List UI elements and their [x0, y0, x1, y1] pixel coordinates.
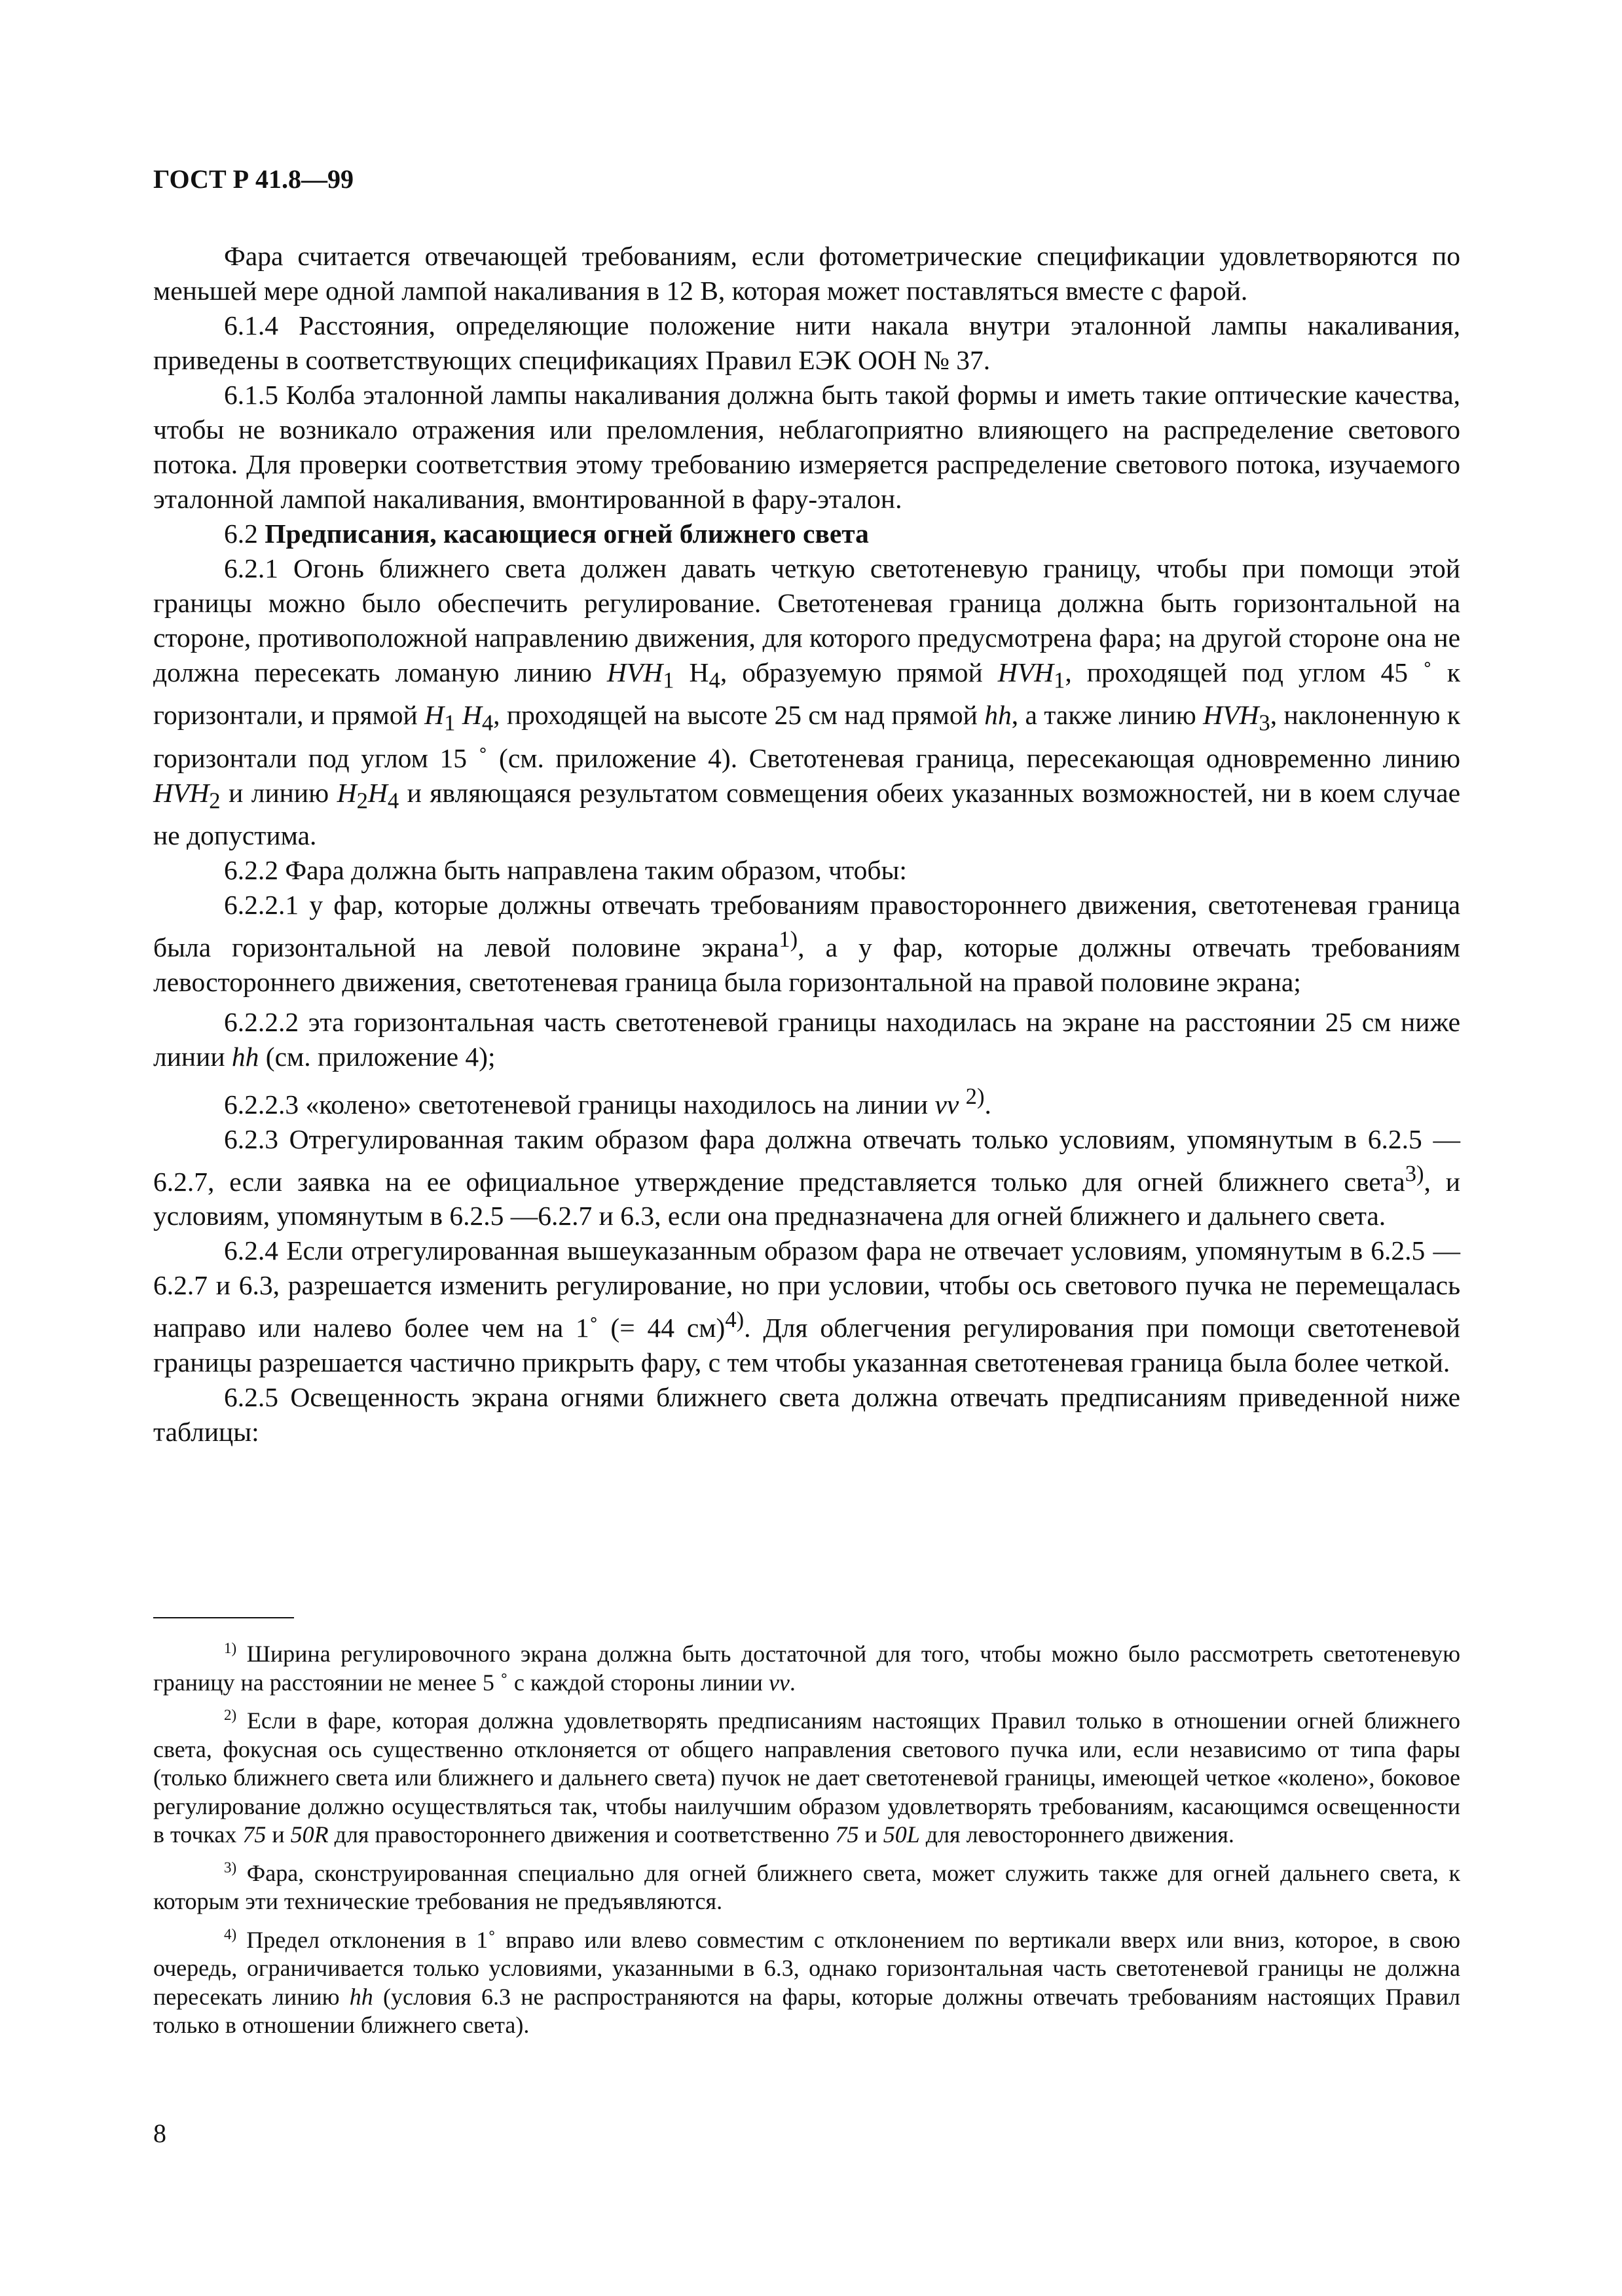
- paragraph-6-2-2-3: 6.2.2.3 «колено» светотеневой границы находилось на линии vv $^{2)}$.: [224, 1084, 991, 1120]
- footnote-4: $^{4)}$ Предел отклонения в 1˚ вправо или влево совместим с отклонением по вертикали вверх или вниз, которое, в свою очередь, ограничивается только условиями, указанными в 6.3, однако горизонтальная часть светотеневой границы не должна пересекать линию hh (условия 6.3 не распространяются на фары, которые должны отвечать требованиям настоящих Правил только в отношении ближнего света).: [153, 1925, 1461, 2038]
- page-number: 8: [153, 2119, 166, 2148]
- paragraph: Фара считается отвечающей требованиям, если фотометрические спецификации удовлетворяются по меньшей мере одной лампой накаливания в 12 В, которая может поставляться вместе с фарой.: [153, 241, 1460, 306]
- footnote-separator: [153, 1617, 294, 1618]
- footnotes: [153, 1634, 1460, 2044]
- document-header: ГОСТ Р 41.8—99: [153, 164, 354, 194]
- footnote-2: $^{2)}$ Если в фаре, которая должна удовлетворять предписаниям настоящих Правил только в отношении огней ближнего света, фокусная ось существенно отклоняется от общего направления светового пучка или, если независимо от типа фары (только ближнего света или ближнего и дальнего света) пучок не дает светотеневой границы, имеющей четкое «колено», боковое регулирование должно осуществляться так, чтобы наилучшим образом удовлетворять требованиям, касающимся освещенности в точках 75 и 50R для правостороннего движения и соответственно 75 и 50L для левостороннего движения.: [153, 1707, 1460, 1848]
- section-heading-6-2: 6.2 Предписания, касающиеся огней ближнего света: [224, 519, 869, 549]
- paragraph-6-2-2: 6.2.2 Фара должна быть направлена таким образом, чтобы:: [224, 854, 907, 885]
- paragraph-6-2-2-2: 6.2.2.2 эта горизонтальная часть светотеневой границы находилась на экране на расстоянии 25 см ниже линии hh (см. приложение 4);: [153, 1006, 1460, 1072]
- paragraph-6-2-1: 6.2.1 Огонь ближнего света должен давать четкую светотеневую границу, чтобы при помощи этой границы можно было обеспечить регулирование. Светотеневая граница должна быть горизонтальной на стороне, противоположной направлению движения, для которого предусмотрена фара; на другой стороне она не должна пересекать ломаную линию $HVH_1$ $H_4$, образуемую прямой $HVH_1$, проходящей под углом 45 ˚ к горизонтали, и прямой $H_1$ $H_4$, проходящей на высоте 25 см над прямой hh, а также линию $HVH_3$, наклоненную к горизонтали под углом 15 ˚ (см. приложение 4). Светотеневая граница, пересекающая одновременно линию $HVH_2$ и линию $H_2H_4$ и являющаяся результатом совмещения обеих указанных возможностей, ни в коем случае не допустима.: [153, 553, 1461, 850]
- paragraph-6-1-5: 6.1.5 Колба эталонной лампы накаливания должна быть такой формы и иметь такие оптические качества, чтобы не возникало отражения или преломления, неблагоприятно влияющего на распределение светового потока. Для проверки соответствия этому требованию измеряется распределение светового потока, изучаемого эталонной лампой накаливания, вмонтированной в фару-эталон.: [153, 380, 1460, 514]
- paragraph-6-1-4: 6.1.4 Расстояния, определяющие положение нити накала внутри эталонной лампы накаливания, приведены в соответствующих спецификациях Правил ЕЭК ООН № 37.: [153, 310, 1460, 375]
- paragraph-6-2-3: 6.2.3 Отрегулированная таким образом фара должна отвечать только условиям, упомянутым в 6.2.5 —6.2.7, если заявка на ее официальное утверждение представляется только для огней ближнего света$^{3)}$, и условиям, упомянутым в 6.2.5 —6.2.7 и 6.3, если она предназначена для огней ближнего и дальнего света.: [153, 1123, 1460, 1231]
- paragraph-6-2-4: 6.2.4 Если отрегулированная вышеуказанным образом фара не отвечает условиям, упомянутым в 6.2.5 — 6.2.7 и 6.3, разрешается изменить регулирование, но при условии, чтобы ось светового пучка не перемещалась направо или налево более чем на 1˚ (= 44 см)$^{4)}$. Для облегчения регулирования при помощи светотеневой границы разрешается частично прикрыть фару, с тем чтобы указанная светотеневая граница была более четкой.: [153, 1235, 1460, 1378]
- footnote-3: $^{3)}$ Фара, сконструированная специально для огней ближнего света, может служить также для огней дальнего света, к которым эти технические требования не предъявляются.: [153, 1859, 1460, 1914]
- footnote-1: $^{1)}$ Ширина регулировочного экрана должна быть достаточной для того, чтобы можно было рассмотреть светотеневую границу на расстоянии не менее 5 ˚ с каждой стороны линии vv.: [153, 1640, 1460, 1696]
- main-text: [153, 239, 1460, 1449]
- paragraph-6-2-5: 6.2.5 Освещенность экрана огнями ближнего света должна отвечать предписаниям приведенной ниже таблицы:: [153, 1382, 1460, 1448]
- paragraph-6-2-2-1: 6.2.2.1 у фар, которые должны отвечать требованиям правостороннего движения, светотеневая граница была горизонтальной на левой половине экрана$^{1)}$, а у фар, которые должны отвечать требованиям левостороннего движения, светотеневая граница была горизонтальной на правой половине экрана;: [153, 889, 1460, 997]
